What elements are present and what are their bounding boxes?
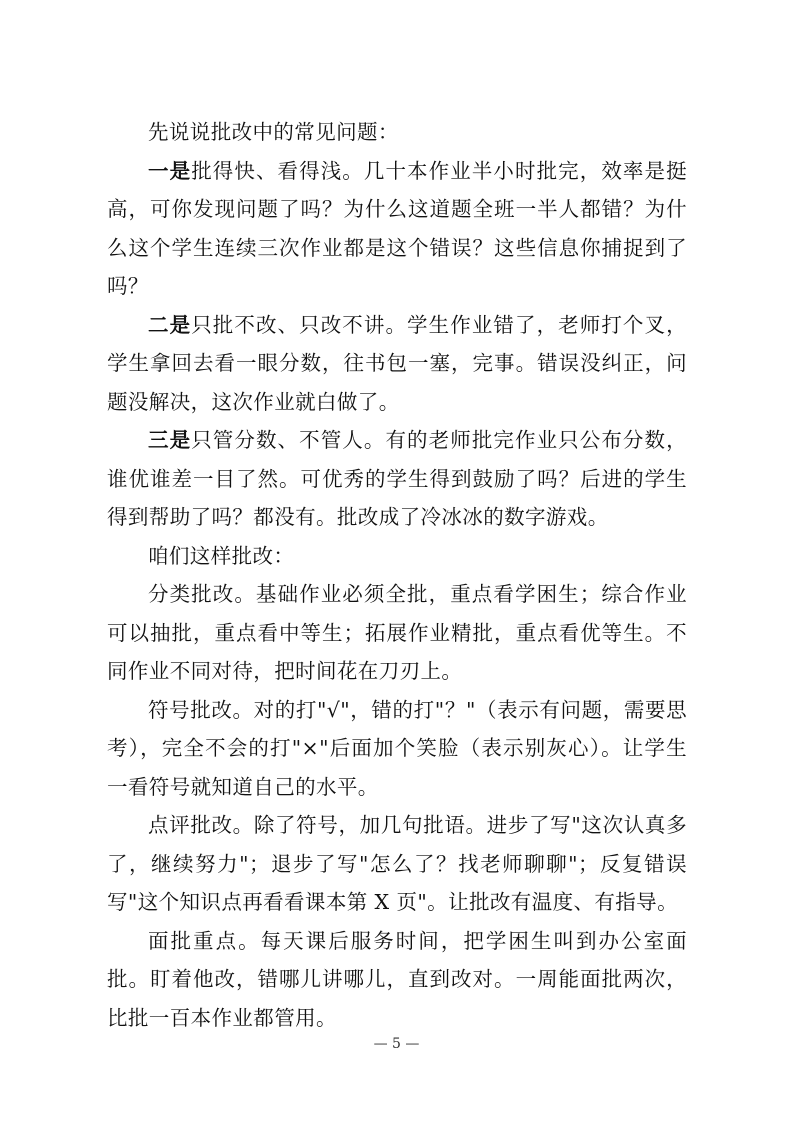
paragraph-text: 点评批改。除了符号，加几句批语。进步了写"这次认真多了，继续努力"；退步了写"怎么了？找老师聊聊"；反复错误写"这个知识点再看看课本第 X 页"。让批改有温度、有指导。 (107, 813, 687, 914)
paragraph-face-to-face-grading (107, 922, 687, 1038)
page-number: — 5 — (373, 1036, 420, 1052)
paragraph-problem-1 (107, 152, 687, 306)
paragraph-text: 先说说批改中的常见问题： (148, 120, 399, 144)
paragraph-text: 分类批改。基础作业必须全批，重点看学困生；综合作业可以抽批，重点看中等生；拓展作业精批，重点看优等生。不同作业不同对待，把时间花在刀刃上。 (107, 582, 687, 683)
paragraph-text: 只管分数、不管人。有的老师批完作业只公布分数，谁优谁差一目了然。可优秀的学生得到鼓励了吗？后进的学生得到帮助了吗？都没有。批改成了冷冰冰的数字游戏。 (107, 428, 687, 529)
paragraph-lead: 三是 (148, 428, 192, 452)
paragraph-text: 面批重点。每天课后服务时间，把学困生叫到办公室面批。盯着他改，错哪儿讲哪儿，直到改对。一周能面批两次，比批一百本作业都管用。 (107, 928, 687, 1030)
paragraph-lead: 二是 (148, 312, 192, 337)
paragraph-problem-2 (107, 306, 687, 422)
paragraph-problem-3 (107, 421, 687, 537)
paragraph-lead: 一是 (148, 158, 192, 183)
paragraph-symbol-grading (107, 691, 687, 807)
paragraph-text: 符号批改。对的打"√"，错的打"？"（表示有问题，需要思考），完全不会的打"×"后面加个笑脸（表示别灰心）。让学生一看符号就知道自己的水平。 (107, 697, 687, 799)
paragraph-intro (107, 113, 687, 152)
paragraph-text: 咱们这样批改： (148, 543, 295, 568)
paragraph-text: 只批不改、只改不讲。学生作业错了，老师打个叉，学生拿回去看一眼分数，往书包一塞，完事。错误没纠正，问题没解决，这次作业就白做了。 (107, 312, 687, 414)
paragraph-text: 批得快、看得浅。几十本作业半小时批完，效率是挺高，可你发现问题了吗？为什么这道题全班一半人都错？为什么这个学生连续三次作业都是这个错误？这些信息你捕捉到了吗？ (107, 158, 687, 298)
document-body (107, 113, 687, 1037)
paragraph-categorized-grading (107, 575, 687, 691)
paragraph-comment-grading (107, 806, 687, 922)
paragraph-solutions-intro (107, 537, 687, 576)
